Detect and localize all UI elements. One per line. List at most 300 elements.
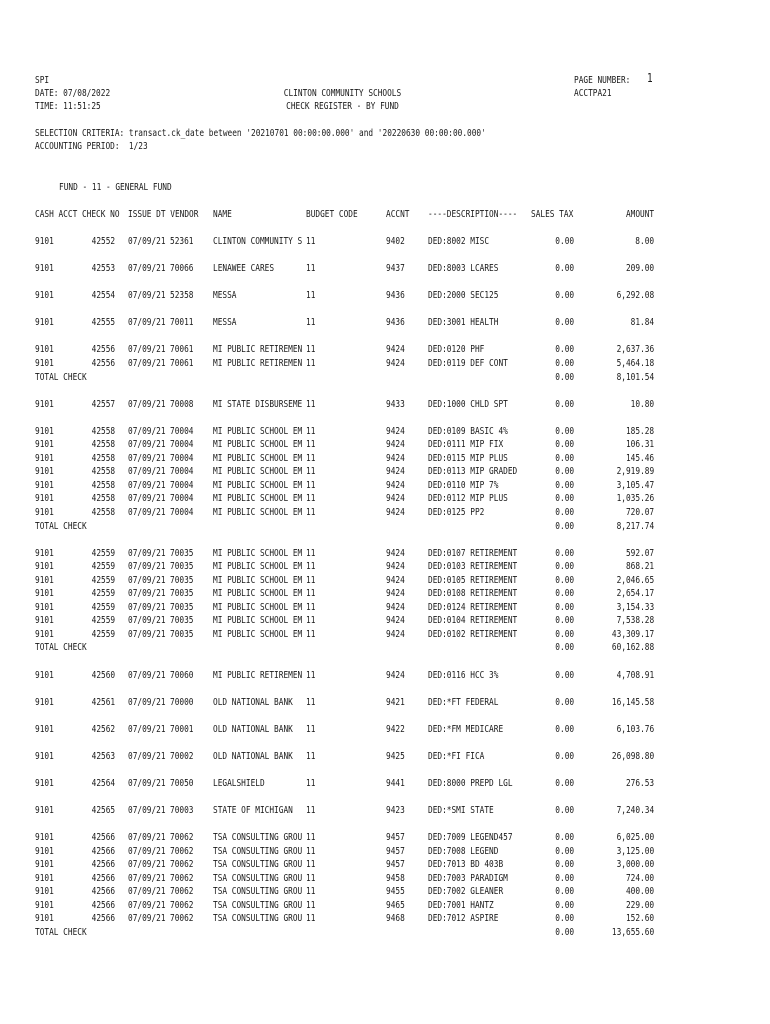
- cash-acct-cell: 9101: [35, 588, 54, 599]
- check-no-cell: 42559: [91, 602, 115, 613]
- cash-acct-cell: 9101: [35, 913, 54, 924]
- name-cell: TSA CONSULTING GROU: [213, 900, 303, 911]
- vendor-cell: 70035: [170, 588, 194, 599]
- budget-code-cell: 11: [306, 602, 316, 613]
- issue-date-cell: 07/09/21: [128, 344, 166, 355]
- accnt-cell: 9424: [386, 426, 405, 437]
- page-number: 1: [647, 71, 653, 85]
- check-no-cell: 42556: [91, 344, 115, 355]
- accnt-cell: 9424: [386, 493, 405, 504]
- check-no-cell: 42558: [91, 453, 115, 464]
- total-sales-tax: 0.00: [555, 372, 574, 383]
- cash-acct-cell: 9101: [35, 480, 54, 491]
- issue-date-cell: 07/09/21: [128, 399, 166, 410]
- check-no-cell: 42563: [91, 751, 115, 762]
- cash-acct-cell: 9101: [35, 697, 54, 708]
- check-no-cell: 42566: [91, 886, 115, 897]
- budget-code-cell: 11: [306, 493, 316, 504]
- issue-date-cell: 07/09/21: [128, 832, 166, 843]
- vendor-cell: 70003: [170, 805, 194, 816]
- description-cell: DED:8003 LCARES: [428, 263, 499, 274]
- budget-code-cell: 11: [306, 900, 316, 911]
- col-name: NAME: [213, 209, 232, 220]
- total-sales-tax: 0.00: [555, 927, 574, 938]
- name-cell: MI PUBLIC SCHOOL EM: [213, 615, 303, 626]
- cash-acct-cell: 9101: [35, 575, 54, 586]
- vendor-cell: 70062: [170, 886, 194, 897]
- name-cell: MI PUBLIC SCHOOL EM: [213, 507, 303, 518]
- name-cell: MI PUBLIC SCHOOL EM: [213, 493, 303, 504]
- report-id: ACCTPA21: [574, 88, 612, 99]
- budget-code-cell: 11: [306, 697, 316, 708]
- sales-tax-cell: 0.00: [555, 913, 574, 924]
- vendor-cell: 70008: [170, 399, 194, 410]
- name-cell: LENAWEE CARES: [213, 263, 275, 274]
- vendor-cell: 70004: [170, 426, 194, 437]
- amount-cell: 7,538.28: [616, 615, 654, 626]
- check-no-cell: 42565: [91, 805, 115, 816]
- cash-acct-cell: 9101: [35, 602, 54, 613]
- accnt-cell: 9424: [386, 588, 405, 599]
- description-cell: DED:0124 RETIREMENT: [428, 602, 518, 613]
- amount-cell: 43,309.17: [611, 629, 654, 640]
- description-cell: DED:2000 SEC125: [428, 290, 499, 301]
- cash-acct-cell: 9101: [35, 493, 54, 504]
- issue-date-cell: 07/09/21: [128, 615, 166, 626]
- check-no-cell: 42557: [91, 399, 115, 410]
- sales-tax-cell: 0.00: [555, 561, 574, 572]
- accnt-cell: 9437: [386, 263, 405, 274]
- cash-acct-cell: 9101: [35, 859, 54, 870]
- issue-date-cell: 07/09/21: [128, 873, 166, 884]
- accnt-cell: 9424: [386, 344, 405, 355]
- cash-acct-cell: 9101: [35, 751, 54, 762]
- budget-code-cell: 11: [306, 466, 316, 477]
- check-no-cell: 42559: [91, 629, 115, 640]
- amount-cell: 209.00: [625, 263, 654, 274]
- sales-tax-cell: 0.00: [555, 805, 574, 816]
- accnt-cell: 9424: [386, 480, 405, 491]
- description-cell: DED:0103 RETIREMENT: [428, 561, 518, 572]
- check-no-cell: 42553: [91, 263, 115, 274]
- description-cell: DED:7001 HANTZ: [428, 900, 494, 911]
- total-check-label: TOTAL CHECK: [35, 521, 87, 532]
- cash-acct-cell: 9101: [35, 290, 54, 301]
- vendor-cell: 52361: [170, 236, 194, 247]
- sales-tax-cell: 0.00: [555, 615, 574, 626]
- cash-acct-cell: 9101: [35, 615, 54, 626]
- amount-cell: 185.28: [625, 426, 654, 437]
- total-amount: 13,655.60: [611, 927, 654, 938]
- issue-date-cell: 07/09/21: [128, 588, 166, 599]
- vendor-cell: 70060: [170, 670, 194, 681]
- accnt-cell: 9457: [386, 859, 405, 870]
- cash-acct-cell: 9101: [35, 846, 54, 857]
- issue-date-cell: 07/09/21: [128, 751, 166, 762]
- description-cell: DED:0119 DEF CONT: [428, 358, 508, 369]
- issue-date-cell: 07/09/21: [128, 913, 166, 924]
- cash-acct-cell: 9101: [35, 453, 54, 464]
- description-cell: DED:0112 MIP PLUS: [428, 493, 508, 504]
- check-no-cell: 42559: [91, 548, 115, 559]
- cash-acct-cell: 9101: [35, 900, 54, 911]
- description-cell: DED:7009 LEGEND457: [428, 832, 513, 843]
- name-cell: MI PUBLIC SCHOOL EM: [213, 588, 303, 599]
- organization-name: CLINTON COMMUNITY SCHOOLS: [283, 88, 402, 99]
- name-cell: STATE OF MICHIGAN: [213, 805, 293, 816]
- cash-acct-cell: 9101: [35, 629, 54, 640]
- sales-tax-cell: 0.00: [555, 466, 574, 477]
- amount-cell: 724.00: [625, 873, 654, 884]
- accnt-cell: 9424: [386, 670, 405, 681]
- check-no-cell: 42558: [91, 426, 115, 437]
- col-issue-dt-vendor: ISSUE DT VENDOR: [128, 209, 199, 220]
- cash-acct-cell: 9101: [35, 548, 54, 559]
- accnt-cell: 9457: [386, 846, 405, 857]
- cash-acct-cell: 9101: [35, 399, 54, 410]
- budget-code-cell: 11: [306, 805, 316, 816]
- sales-tax-cell: 0.00: [555, 290, 574, 301]
- sales-tax-cell: 0.00: [555, 358, 574, 369]
- name-cell: TSA CONSULTING GROU: [213, 886, 303, 897]
- amount-cell: 3,000.00: [616, 859, 654, 870]
- cash-acct-cell: 9101: [35, 263, 54, 274]
- budget-code-cell: 11: [306, 480, 316, 491]
- description-cell: DED:7008 LEGEND: [428, 846, 499, 857]
- description-cell: DED:0115 MIP PLUS: [428, 453, 508, 464]
- accnt-cell: 9424: [386, 575, 405, 586]
- budget-code-cell: 11: [306, 507, 316, 518]
- name-cell: OLD NATIONAL BANK: [213, 697, 293, 708]
- description-cell: DED:7013 BD 403B: [428, 859, 504, 870]
- budget-code-cell: 11: [306, 873, 316, 884]
- issue-date-cell: 07/09/21: [128, 480, 166, 491]
- description-cell: DED:7002 GLEANER: [428, 886, 504, 897]
- sales-tax-cell: 0.00: [555, 900, 574, 911]
- sales-tax-cell: 0.00: [555, 399, 574, 410]
- name-cell: MI PUBLIC SCHOOL EM: [213, 575, 303, 586]
- check-no-cell: 42566: [91, 900, 115, 911]
- budget-code-cell: 11: [306, 236, 316, 247]
- system-code: SPI: [35, 75, 50, 86]
- accnt-cell: 9424: [386, 439, 405, 450]
- vendor-cell: 70004: [170, 453, 194, 464]
- name-cell: TSA CONSULTING GROU: [213, 913, 303, 924]
- budget-code-cell: 11: [306, 561, 316, 572]
- description-cell: DED:0102 RETIREMENT: [428, 629, 518, 640]
- name-cell: TSA CONSULTING GROU: [213, 832, 303, 843]
- report-date: DATE: 07/08/2022: [35, 88, 111, 99]
- vendor-cell: 70004: [170, 493, 194, 504]
- amount-cell: 6,025.00: [616, 832, 654, 843]
- budget-code-cell: 11: [306, 426, 316, 437]
- budget-code-cell: 11: [306, 344, 316, 355]
- issue-date-cell: 07/09/21: [128, 548, 166, 559]
- amount-cell: 2,637.36: [616, 344, 654, 355]
- sales-tax-cell: 0.00: [555, 480, 574, 491]
- issue-date-cell: 07/09/21: [128, 697, 166, 708]
- sales-tax-cell: 0.00: [555, 575, 574, 586]
- budget-code-cell: 11: [306, 724, 316, 735]
- accnt-cell: 9424: [386, 507, 405, 518]
- budget-code-cell: 11: [306, 670, 316, 681]
- total-sales-tax: 0.00: [555, 521, 574, 532]
- amount-cell: 7,240.34: [616, 805, 654, 816]
- name-cell: MI PUBLIC SCHOOL EM: [213, 561, 303, 572]
- description-cell: DED:0111 MIP FIX: [428, 439, 504, 450]
- issue-date-cell: 07/09/21: [128, 263, 166, 274]
- description-cell: DED:3001 HEALTH: [428, 317, 499, 328]
- cash-acct-cell: 9101: [35, 832, 54, 843]
- budget-code-cell: 11: [306, 290, 316, 301]
- sales-tax-cell: 0.00: [555, 846, 574, 857]
- cash-acct-cell: 9101: [35, 236, 54, 247]
- description-cell: DED:*SMI STATE: [428, 805, 494, 816]
- amount-cell: 6,103.76: [616, 724, 654, 735]
- description-cell: DED:0105 RETIREMENT: [428, 575, 518, 586]
- cash-acct-cell: 9101: [35, 466, 54, 477]
- accnt-cell: 9433: [386, 399, 405, 410]
- accnt-cell: 9421: [386, 697, 405, 708]
- accnt-cell: 9424: [386, 561, 405, 572]
- vendor-cell: 70035: [170, 602, 194, 613]
- name-cell: TSA CONSULTING GROU: [213, 873, 303, 884]
- check-no-cell: 42564: [91, 778, 115, 789]
- issue-date-cell: 07/09/21: [128, 507, 166, 518]
- col-amount: AMOUNT: [625, 209, 654, 220]
- name-cell: OLD NATIONAL BANK: [213, 724, 293, 735]
- check-no-cell: 42554: [91, 290, 115, 301]
- budget-code-cell: 11: [306, 263, 316, 274]
- sales-tax-cell: 0.00: [555, 670, 574, 681]
- amount-cell: 145.46: [625, 453, 654, 464]
- amount-cell: 276.53: [625, 778, 654, 789]
- description-cell: DED:*FM MEDICARE: [428, 724, 504, 735]
- budget-code-cell: 11: [306, 832, 316, 843]
- col-description: ----DESCRIPTION----: [428, 209, 518, 220]
- issue-date-cell: 07/09/21: [128, 575, 166, 586]
- sales-tax-cell: 0.00: [555, 317, 574, 328]
- accnt-cell: 9424: [386, 548, 405, 559]
- issue-date-cell: 07/09/21: [128, 859, 166, 870]
- budget-code-cell: 11: [306, 317, 316, 328]
- accnt-cell: 9422: [386, 724, 405, 735]
- description-cell: DED:*FT FEDERAL: [428, 697, 499, 708]
- description-cell: DED:0120 PHF: [428, 344, 485, 355]
- col-cash-acct-check-no: CASH ACCT CHECK NO: [35, 209, 120, 220]
- amount-cell: 2,919.89: [616, 466, 654, 477]
- accnt-cell: 9436: [386, 317, 405, 328]
- name-cell: MI STATE DISBURSEME: [213, 399, 303, 410]
- sales-tax-cell: 0.00: [555, 453, 574, 464]
- budget-code-cell: 11: [306, 913, 316, 924]
- sales-tax-cell: 0.00: [555, 507, 574, 518]
- accnt-cell: 9424: [386, 615, 405, 626]
- col-accnt: ACCNT: [386, 209, 410, 220]
- issue-date-cell: 07/09/21: [128, 561, 166, 572]
- name-cell: MI PUBLIC SCHOOL EM: [213, 426, 303, 437]
- amount-cell: 8.00: [635, 236, 654, 247]
- description-cell: DED:7012 ASPIRE: [428, 913, 499, 924]
- cash-acct-cell: 9101: [35, 670, 54, 681]
- amount-cell: 106.31: [625, 439, 654, 450]
- vendor-cell: 70062: [170, 846, 194, 857]
- sales-tax-cell: 0.00: [555, 886, 574, 897]
- sales-tax-cell: 0.00: [555, 832, 574, 843]
- issue-date-cell: 07/09/21: [128, 493, 166, 504]
- vendor-cell: 70035: [170, 615, 194, 626]
- description-cell: DED:0109 BASIC 4%: [428, 426, 508, 437]
- accnt-cell: 9424: [386, 466, 405, 477]
- vendor-cell: 70004: [170, 480, 194, 491]
- amount-cell: 592.07: [625, 548, 654, 559]
- vendor-cell: 70011: [170, 317, 194, 328]
- name-cell: LEGALSHIELD: [213, 778, 265, 789]
- vendor-cell: 70062: [170, 873, 194, 884]
- report-time: TIME: 11:51:25: [35, 101, 101, 112]
- accnt-cell: 9455: [386, 886, 405, 897]
- cash-acct-cell: 9101: [35, 778, 54, 789]
- check-no-cell: 42561: [91, 697, 115, 708]
- check-no-cell: 42555: [91, 317, 115, 328]
- accounting-period: ACCOUNTING PERIOD: 1/23: [35, 141, 148, 152]
- sales-tax-cell: 0.00: [555, 263, 574, 274]
- name-cell: MI PUBLIC SCHOOL EM: [213, 453, 303, 464]
- issue-date-cell: 07/09/21: [128, 629, 166, 640]
- description-cell: DED:8000 PREPD LGL: [428, 778, 513, 789]
- sales-tax-cell: 0.00: [555, 548, 574, 559]
- vendor-cell: 70035: [170, 629, 194, 640]
- accnt-cell: 9424: [386, 358, 405, 369]
- amount-cell: 868.21: [625, 561, 654, 572]
- sales-tax-cell: 0.00: [555, 236, 574, 247]
- name-cell: MESSA: [213, 317, 237, 328]
- accnt-cell: 9468: [386, 913, 405, 924]
- check-no-cell: 42559: [91, 561, 115, 572]
- amount-cell: 1,035.26: [616, 493, 654, 504]
- check-no-cell: 42562: [91, 724, 115, 735]
- vendor-cell: 70004: [170, 439, 194, 450]
- sales-tax-cell: 0.00: [555, 697, 574, 708]
- amount-cell: 2,654.17: [616, 588, 654, 599]
- accnt-cell: 9423: [386, 805, 405, 816]
- accnt-cell: 9424: [386, 453, 405, 464]
- vendor-cell: 52358: [170, 290, 194, 301]
- name-cell: MI PUBLIC RETIREMEN: [213, 670, 303, 681]
- sales-tax-cell: 0.00: [555, 751, 574, 762]
- issue-date-cell: 07/09/21: [128, 317, 166, 328]
- vendor-cell: 70062: [170, 913, 194, 924]
- issue-date-cell: 07/09/21: [128, 236, 166, 247]
- cash-acct-cell: 9101: [35, 561, 54, 572]
- name-cell: MI PUBLIC RETIREMEN: [213, 344, 303, 355]
- cash-acct-cell: 9101: [35, 426, 54, 437]
- vendor-cell: 70004: [170, 507, 194, 518]
- budget-code-cell: 11: [306, 575, 316, 586]
- cash-acct-cell: 9101: [35, 439, 54, 450]
- accnt-cell: 9458: [386, 873, 405, 884]
- budget-code-cell: 11: [306, 615, 316, 626]
- budget-code-cell: 11: [306, 778, 316, 789]
- fund-heading: FUND - 11 - GENERAL FUND: [59, 182, 172, 193]
- issue-date-cell: 07/09/21: [128, 724, 166, 735]
- amount-cell: 16,145.58: [611, 697, 654, 708]
- vendor-cell: 70035: [170, 548, 194, 559]
- total-check-label: TOTAL CHECK: [35, 372, 87, 383]
- check-no-cell: 42559: [91, 575, 115, 586]
- amount-cell: 720.07: [625, 507, 654, 518]
- vendor-cell: 70001: [170, 724, 194, 735]
- sales-tax-cell: 0.00: [555, 778, 574, 789]
- report-title: CHECK REGISTER - BY FUND: [286, 101, 399, 112]
- cash-acct-cell: 9101: [35, 317, 54, 328]
- description-cell: DED:*FI FICA: [428, 751, 485, 762]
- sales-tax-cell: 0.00: [555, 873, 574, 884]
- amount-cell: 6,292.08: [616, 290, 654, 301]
- name-cell: MI PUBLIC SCHOOL EM: [213, 548, 303, 559]
- sales-tax-cell: 0.00: [555, 344, 574, 355]
- sales-tax-cell: 0.00: [555, 426, 574, 437]
- sales-tax-cell: 0.00: [555, 602, 574, 613]
- budget-code-cell: 11: [306, 358, 316, 369]
- amount-cell: 5,464.18: [616, 358, 654, 369]
- accnt-cell: 9424: [386, 602, 405, 613]
- total-sales-tax: 0.00: [555, 642, 574, 653]
- issue-date-cell: 07/09/21: [128, 778, 166, 789]
- amount-cell: 10.80: [630, 399, 654, 410]
- description-cell: DED:0108 RETIREMENT: [428, 588, 518, 599]
- vendor-cell: 70035: [170, 561, 194, 572]
- budget-code-cell: 11: [306, 629, 316, 640]
- check-no-cell: 42566: [91, 832, 115, 843]
- cash-acct-cell: 9101: [35, 358, 54, 369]
- amount-cell: 26,098.80: [611, 751, 654, 762]
- name-cell: MI PUBLIC RETIREMEN: [213, 358, 303, 369]
- cash-acct-cell: 9101: [35, 873, 54, 884]
- accnt-cell: 9425: [386, 751, 405, 762]
- description-cell: DED:0113 MIP GRADED: [428, 466, 518, 477]
- name-cell: MI PUBLIC SCHOOL EM: [213, 480, 303, 491]
- check-no-cell: 42566: [91, 859, 115, 870]
- name-cell: MI PUBLIC SCHOOL EM: [213, 466, 303, 477]
- issue-date-cell: 07/09/21: [128, 846, 166, 857]
- name-cell: MESSA: [213, 290, 237, 301]
- vendor-cell: 70066: [170, 263, 194, 274]
- total-check-label: TOTAL CHECK: [35, 642, 87, 653]
- description-cell: DED:0104 RETIREMENT: [428, 615, 518, 626]
- description-cell: DED:0125 PP2: [428, 507, 485, 518]
- budget-code-cell: 11: [306, 399, 316, 410]
- check-no-cell: 42558: [91, 493, 115, 504]
- check-no-cell: 42552: [91, 236, 115, 247]
- accnt-cell: 9457: [386, 832, 405, 843]
- check-no-cell: 42556: [91, 358, 115, 369]
- description-cell: DED:7003 PARADIGM: [428, 873, 508, 884]
- check-no-cell: 42559: [91, 588, 115, 599]
- issue-date-cell: 07/09/21: [128, 900, 166, 911]
- cash-acct-cell: 9101: [35, 886, 54, 897]
- issue-date-cell: 07/09/21: [128, 439, 166, 450]
- col-budget-code: BUDGET CODE: [306, 209, 358, 220]
- description-cell: DED:0116 HCC 3%: [428, 670, 499, 681]
- check-no-cell: 42566: [91, 873, 115, 884]
- issue-date-cell: 07/09/21: [128, 805, 166, 816]
- budget-code-cell: 11: [306, 859, 316, 870]
- name-cell: MI PUBLIC SCHOOL EM: [213, 629, 303, 640]
- budget-code-cell: 11: [306, 548, 316, 559]
- amount-cell: 3,154.33: [616, 602, 654, 613]
- amount-cell: 229.00: [625, 900, 654, 911]
